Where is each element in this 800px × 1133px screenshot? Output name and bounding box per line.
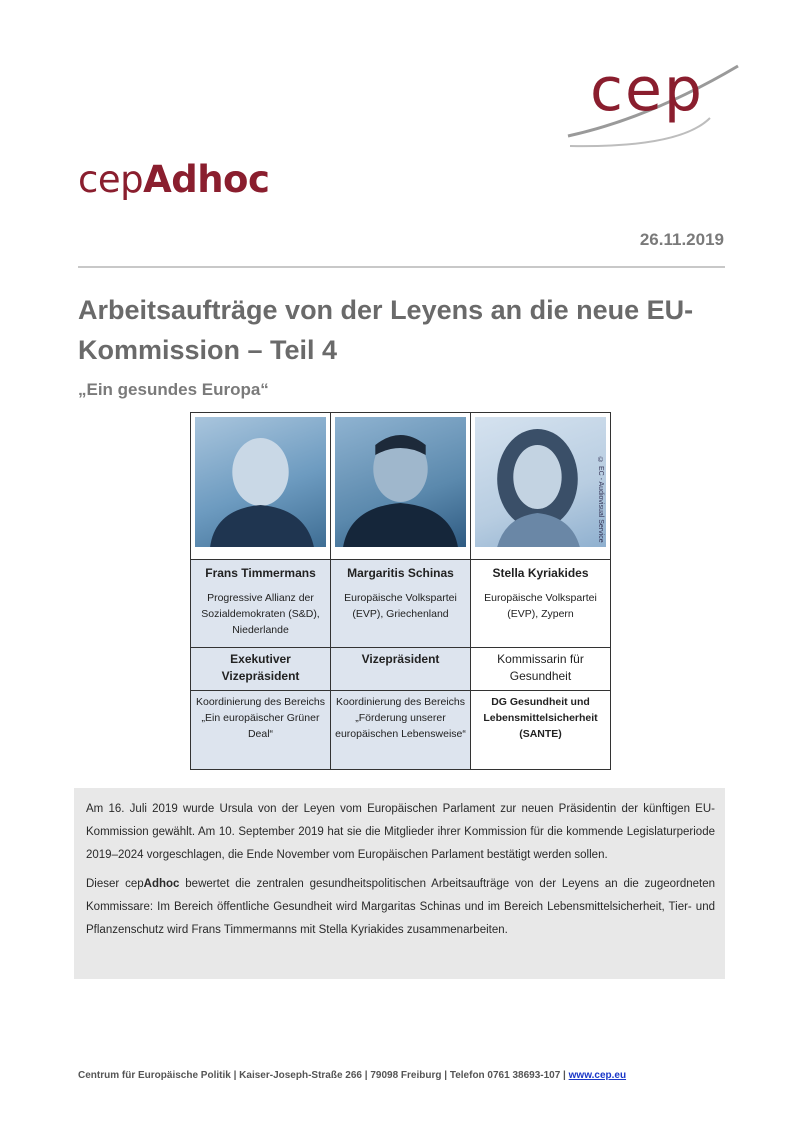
commissioner-area: Koordinierung des Bereichs „Ein europäischer Grüner Deal“ (191, 691, 331, 770)
commissioner-area: Koordinierung des Bereichs „Förderung unserer europäischen Lebensweise“ (331, 691, 471, 770)
commissioner-role: Kommissarin für Gesundheit (471, 648, 611, 691)
footer (78, 1070, 626, 1081)
name-row (191, 560, 611, 648)
brand-prefix: cep (78, 158, 144, 201)
commissioner-area: DG Gesundheit und Lebensmittelsicherheit (SANTE) (471, 691, 611, 770)
intro-p2-brand: Adhoc (143, 878, 180, 890)
publication-date: 26.11.2019 (639, 230, 724, 249)
page-title: Arbeitsaufträge von der Leyens an die neue EU-Kommission – Teil 4 (78, 295, 694, 365)
portrait-timmermans (195, 417, 326, 547)
commissioners-table (190, 412, 611, 770)
logo-text: cep (590, 55, 704, 125)
intro-paragraph-1: Am 16. Juli 2019 wurde Ursula von der Leyen vom Europäischen Parlament zur neuen Präsidentin der künftigen EU-Kommission gewählt. Am 10. September 2019 hat sie die Mitglieder ihrer Kommission für die kommende Legislaturperiode 2019–2024 vorgeschlagen, die Ende November vom Europäischen Parlament bestätigt werden sollen. (86, 803, 715, 861)
commissioner-name: Stella Kyriakides (492, 566, 589, 580)
footer-website-link[interactable]: www.cep.eu (568, 1070, 627, 1081)
commissioner-cell (471, 560, 611, 648)
divider (78, 266, 725, 268)
commissioner-role: Exekutiver Vizepräsident (191, 648, 331, 691)
photo-cell (331, 413, 471, 560)
commissioner-cell (191, 560, 331, 648)
commissioner-cell (331, 560, 471, 648)
commissioner-party: Europäische Volkspartei (EVP), Zypern (484, 592, 597, 620)
portrait-schinas (335, 417, 466, 547)
intro-paragraph-2 (86, 873, 715, 942)
photo-credit: © EC - Audiovisual Service (597, 457, 604, 543)
cep-logo (560, 48, 745, 153)
series-brand (78, 158, 269, 201)
area-row (191, 691, 611, 770)
commissioner-party: Europäische Volkspartei (EVP), Griechenland (344, 592, 457, 620)
photo-cell (471, 413, 611, 560)
page-subtitle: „Ein gesundes Europa“ (78, 380, 269, 399)
intro-p2-rest: bewertet die zentralen gesundheitspolitischen Arbeitsaufträge von der Leyens an die zugeordneten Kommissare: Im Bereich öffentliche Gesundheit wird Margaritas Schinas und im Bereich Lebensmittelsicherheit, Tier- und Pflanzenschutz wird Frans Timmermanns mit Stella Kyriakides zusammenarbeiten. (86, 878, 716, 936)
commissioner-name: Margaritis Schinas (347, 566, 454, 580)
commissioner-role: Vizepräsident (331, 648, 471, 691)
photo-cell (191, 413, 331, 560)
commissioner-name: Frans Timmermans (205, 566, 316, 580)
photo-row (191, 413, 611, 560)
intro-p2-start: Dieser cep (86, 878, 144, 890)
intro-box (74, 788, 725, 979)
footer-address: Centrum für Europäische Politik | Kaiser-Joseph-Straße 266 | 79098 Freiburg | Telefon 0761 38693-107 | (78, 1070, 569, 1081)
role-row (191, 648, 611, 691)
portrait-kyriakides (475, 417, 606, 547)
brand-emphasis: Adhoc (143, 158, 270, 201)
commissioner-party: Progressive Allianz der Sozialdemokraten (S&D), Niederlande (201, 592, 320, 636)
